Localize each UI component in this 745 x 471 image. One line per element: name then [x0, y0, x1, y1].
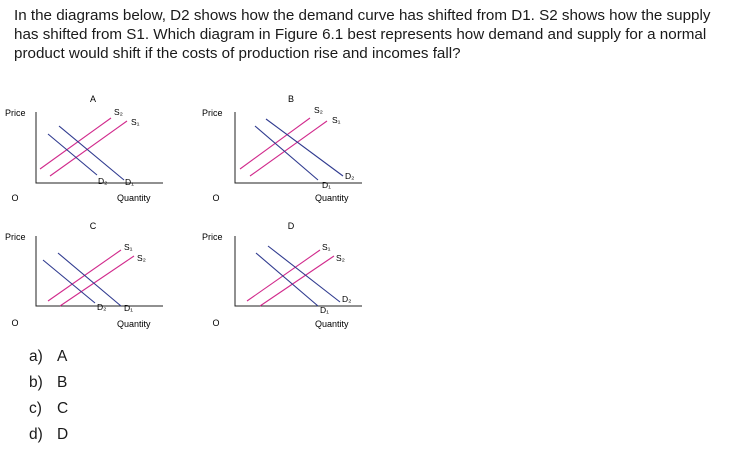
diagram-a [5, 94, 163, 203]
label-s1: S₁ [322, 242, 331, 252]
label-d2: D₂ [342, 294, 352, 304]
diagram-letter: D [287, 221, 295, 231]
option-value: C [57, 400, 69, 417]
label-d2: D₂ [345, 171, 355, 181]
demand-line-d1 [59, 126, 124, 180]
answer-option-b[interactable] [29, 370, 68, 396]
supply-line-s2 [260, 256, 334, 306]
question-text: In the diagrams below, D2 shows how the demand curve has shifted from D1. S2 shows how the supply has shifted from S1. Which diagram in Figure 6.1 best represents how demand and supply for a normal product would shift if the costs of production rise and incomes fall? [14, 7, 711, 62]
label-s1: S₁ [131, 117, 140, 127]
option-letter: c) [29, 400, 42, 417]
diagram-b [202, 94, 362, 203]
origin-label: O [11, 193, 19, 203]
demand-line-d2 [48, 134, 97, 175]
x-axis-label: Quantity [117, 193, 151, 203]
x-axis-label: Quantity [315, 193, 349, 203]
demand-line-d2 [266, 119, 343, 176]
diagram-d [202, 221, 362, 329]
option-value: D [57, 426, 69, 443]
label-s2: S₂ [114, 107, 123, 117]
y-axis-label: Price [5, 232, 26, 242]
x-axis-label: Quantity [315, 319, 349, 329]
demand-line-d2 [43, 260, 95, 303]
option-value: B [57, 374, 68, 391]
label-d1: D₁ [124, 303, 134, 313]
label-d2: D₂ [97, 302, 107, 312]
x-axis-label: Quantity [117, 319, 151, 329]
origin-label: O [11, 318, 19, 328]
origin-label: O [212, 318, 220, 328]
label-d2: D₂ [98, 176, 108, 186]
y-axis-label: Price [5, 108, 26, 118]
origin-label: O [212, 193, 220, 203]
answer-options [29, 344, 68, 448]
diagram-letter: C [89, 221, 97, 231]
option-letter: b) [29, 374, 43, 391]
label-s1: S₁ [332, 115, 341, 125]
option-letter: a) [29, 348, 43, 365]
label-d1: D₁ [125, 177, 135, 187]
option-value: A [57, 348, 68, 365]
label-s1: S₁ [124, 242, 133, 252]
diagram-letter: A [89, 94, 97, 104]
y-axis-label: Price [202, 232, 223, 242]
supply-line-s2 [40, 118, 111, 169]
label-d1: D₁ [320, 305, 330, 315]
label-s2: S₂ [336, 253, 345, 263]
answer-option-a[interactable] [29, 344, 68, 370]
label-s2: S₂ [314, 105, 323, 115]
answer-option-c[interactable] [29, 396, 68, 422]
answer-option-d[interactable] [29, 422, 68, 448]
diagram-letter: B [287, 94, 295, 104]
diagram-c [5, 221, 163, 329]
axes [235, 112, 362, 183]
option-letter: d) [29, 426, 43, 443]
supply-line-s1 [250, 121, 327, 176]
label-d1: D₁ [322, 180, 332, 190]
label-s2: S₂ [137, 253, 146, 263]
y-axis-label: Price [202, 108, 223, 118]
